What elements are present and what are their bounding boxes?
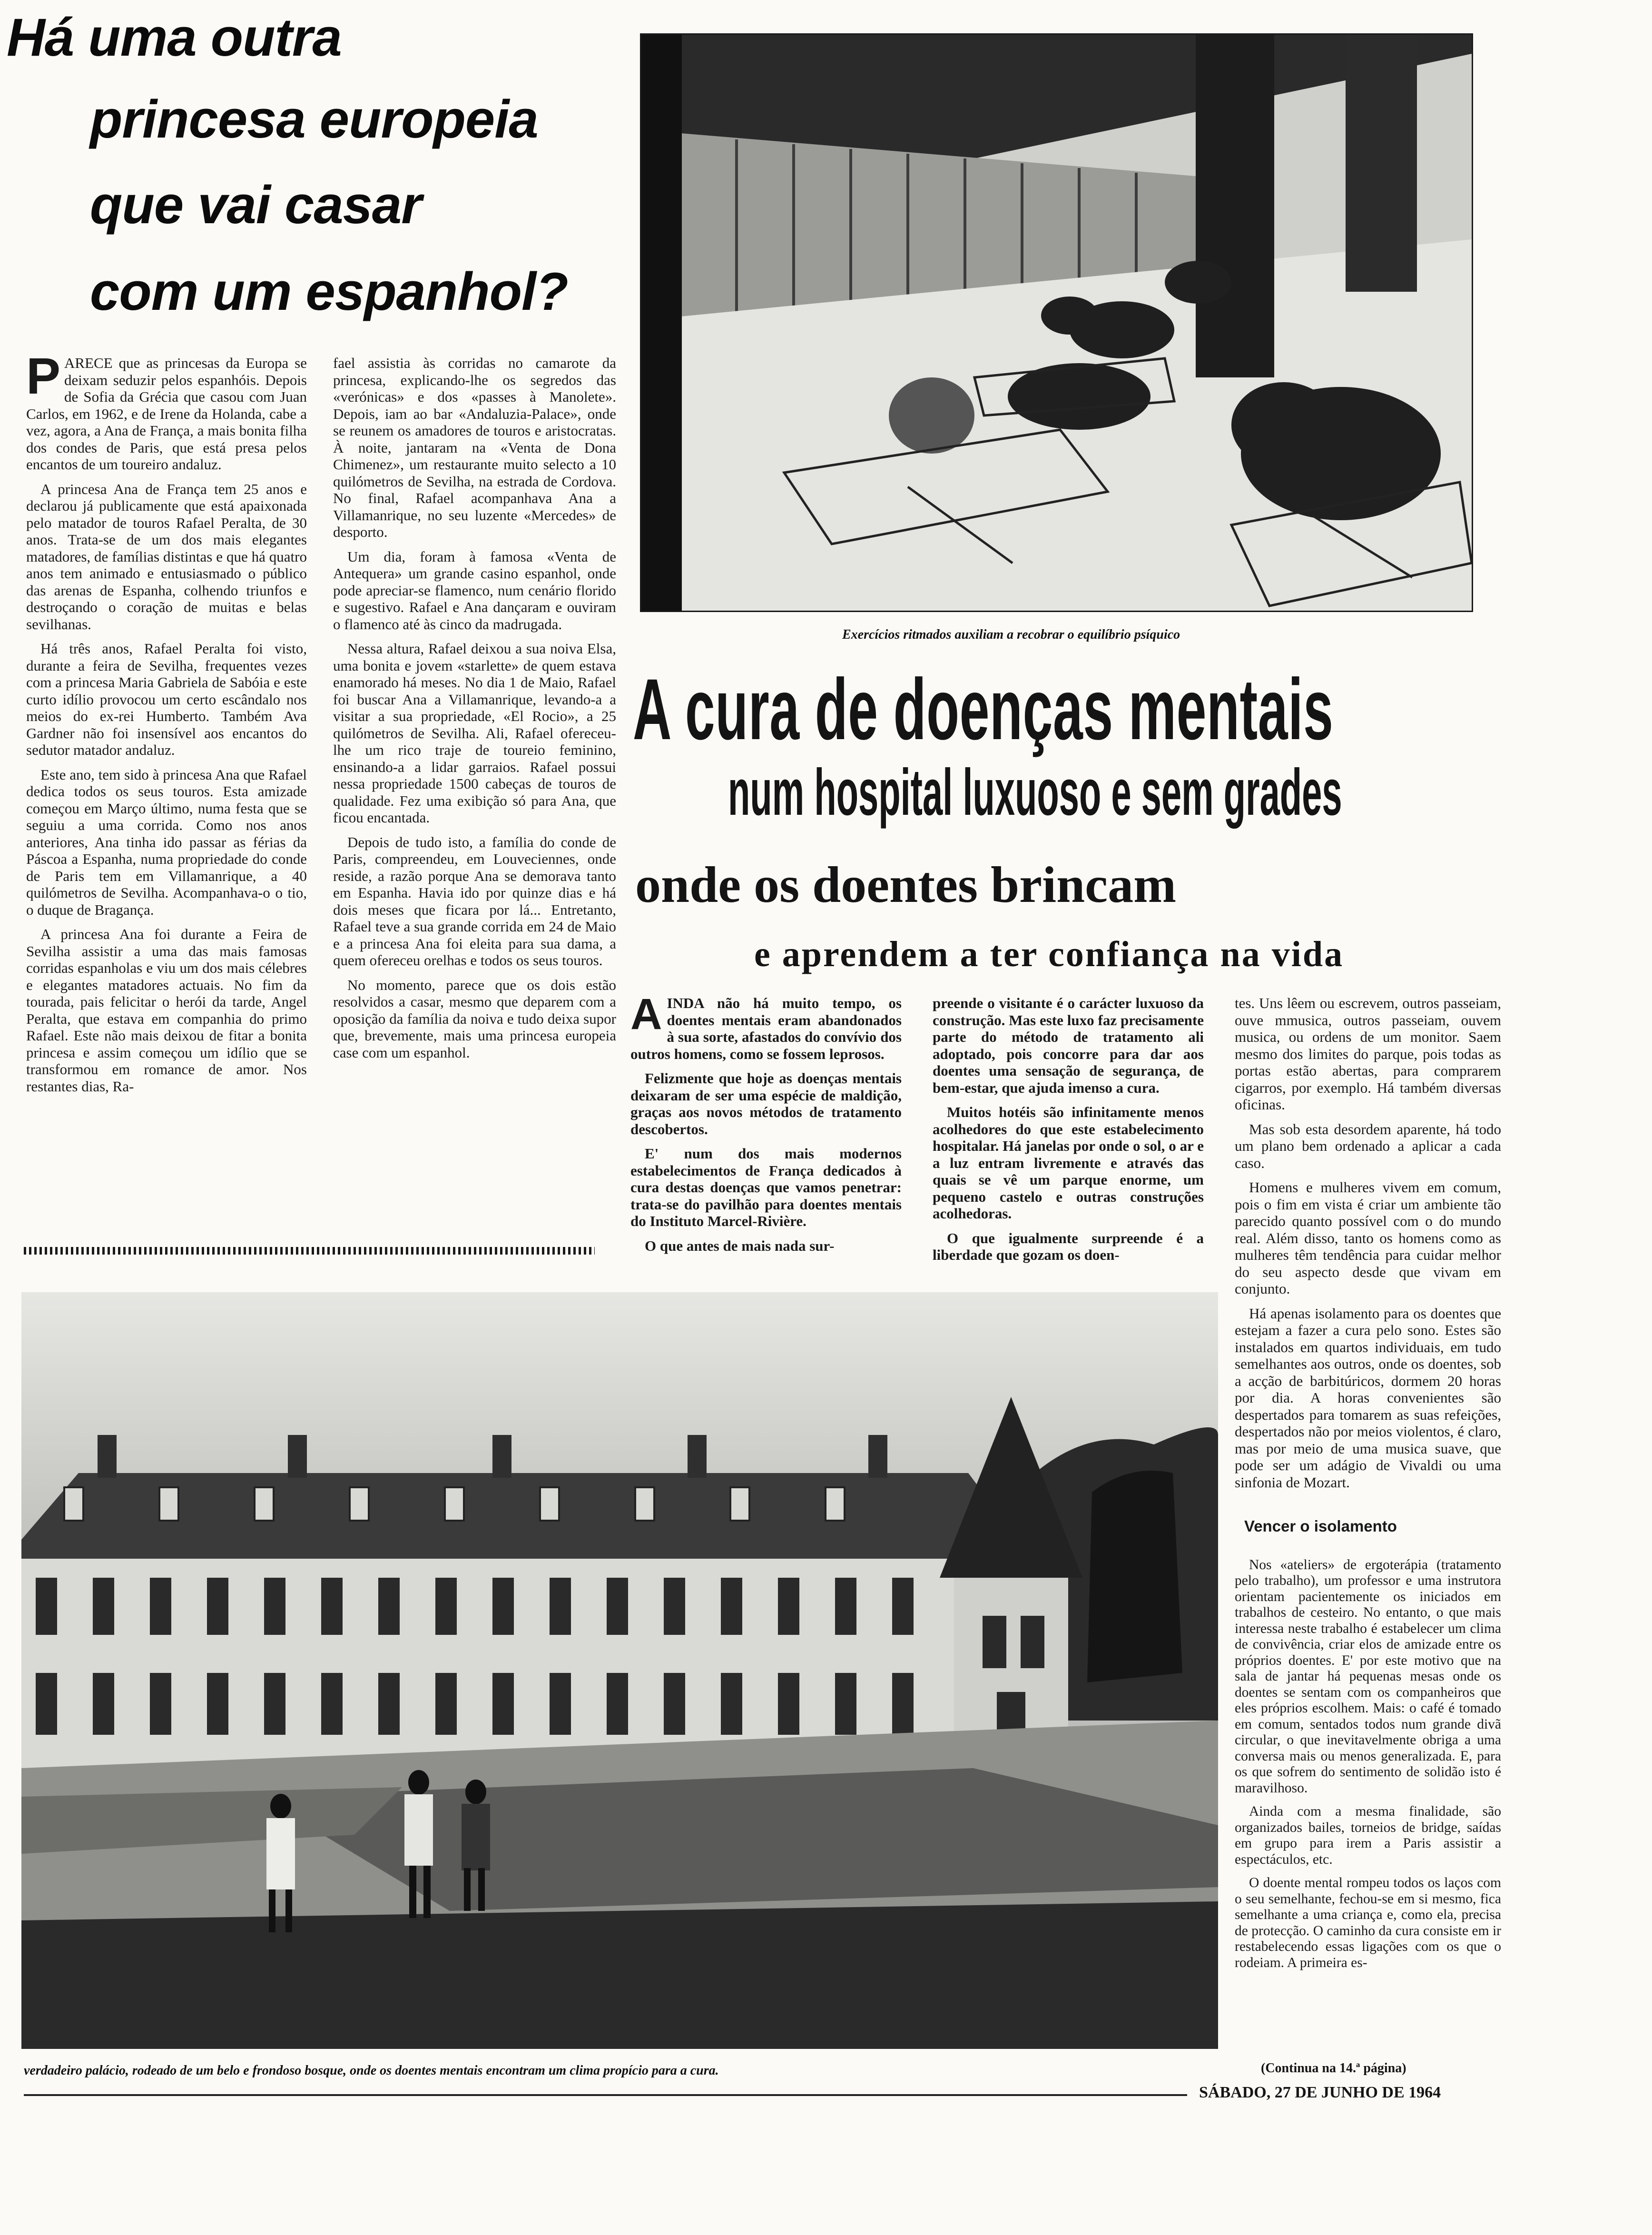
top-photo-caption: Exercícios ritmados auxiliam a recobrar o equilíbrio psíquico xyxy=(842,627,1180,642)
palace-photo xyxy=(21,1292,1218,2049)
left-col1-para-1-text: ARECE que as princesas da Europa se deixam seduzir pelos espanhóis. Depois de Sofia da Grécia que casou com Juan Carlos, em 1962, e de Irene da Holanda, cabe a vez, agora, a Ana de França, a mais bonita filha dos condes de Paris, que está presa pelos encantos de um toureiro andaluz. xyxy=(26,355,307,473)
footer-rule xyxy=(24,2094,1187,2096)
left-story-col-2 xyxy=(333,355,616,1061)
left-col2-para-3: Nessa altura, Rafael deixou a sua noiva Elsa, uma bonita e jovem «starlette» de quem estava enamorado há meses. No dia 1 de Maio, Rafael foi buscar Ana a Villamanrique, levando-a a visitar a sua propriedade, «El Rocio», a 25 quilómetros de Sevilha. Ali, Rafael ofereceu-lhe um rico traje de toureio feminino, ensinando-a a lidar garraios. Rafael possui nessa propriedade 1500 cabeças de touros de qualidade. Fez uma exibição só para Ana, que ficou encantada. xyxy=(333,640,616,826)
main-col3-para-1: tes. Uns lêem ou escrevem, outros passeiam, ouve mmusica, outros passeiam, ouvem musica, ou ordens de um monitor. Saem mesmo dos limites do parque, pois todas as portas estão abertas, para comprarem cigarros, por exemplo. Há também diversas oficinas. xyxy=(1235,995,1501,1113)
main-headline-1: A cura de doenças mentais xyxy=(633,661,1334,758)
left-col2-para-4: Depois de tudo isto, a família do conde de Paris, compreendeu, em Louveciennes, onde reside, a razão porque Ana se demorava tanto em Espanha. Havia ido por quinze dias e há dois meses que ficara por lá... Entretanto, Rafael teve a sua grande corrida em 24 de Maio e a princesa Ana foi eleita para sua dama, a quem ofereceu orelhas e todos os seus touros. xyxy=(333,833,616,969)
main-col1-para-4: O que antes de mais nada sur- xyxy=(645,1237,835,1254)
main-headline-2: num hospital luxuoso e sem grades xyxy=(728,756,1342,829)
main-col1-para-2: Felizmente que hoje as doenças mentais deixaram de ser uma espécie de maldição, graças aos novos métodos de tratamento descobertos. xyxy=(630,1070,902,1137)
main-col1-para-1 xyxy=(630,990,902,1062)
main-col3-after-para-3: O doente mental rompeu todos os laços com o seu semelhante, fechou-se em si mesmo, fica semelhante a uma criança e, como ela, precisa de protecção. O caminho da cura consiste em ir restabelecendo essas ligações com os que o rodeiam. A primeira es- xyxy=(1235,1875,1501,1970)
palace-photo-caption: verdadeiro palácio, rodeado de um belo e frondoso bosque, onde os doentes mentais encontram um clima propício para a cura. xyxy=(24,2063,719,2078)
left-headline-line-1: Há uma outra xyxy=(7,8,342,67)
main-col2-para-3: O que igualmente surpreende é a liberdade que gozam os doen- xyxy=(933,1229,1204,1263)
continued-note: (Continua na 14.ª página) xyxy=(1261,2061,1406,2076)
left-col2-para-1: fael assistia às corridas no camarote da princesa, explicando-lhe os segredos das «verónicas» e dos «passes à Manolete». Depois, iam ao bar «Andaluzia-Palace», onde se reunem os amadores de touros e aristocratas. À noite, jantaram na «Venta de Dona Chimenez», um restaurante muito selecto a 10 quilómetros de Sevilha, na estrada de Cordova. No final, Rafael acompanhava Ana a Villamanrique, no seu luzente «Mercedes» de desporto. xyxy=(333,355,616,540)
left-col1-para-2: A princesa Ana de França tem 25 anos e declarou já publicamente que está apaixonada pelo matador de touros Rafael Peralta, de 30 anos. Trata-se de um dos mais elegantes matadores, de famílias distintas e que há quatro anos tem animado e entusiasmado o público das arenas de Espanha, colhendo triunfos e destroçando o coração de muitas e belas sevilhanas. xyxy=(26,480,307,633)
left-headline-line-3: que vai casar xyxy=(90,175,422,235)
left-headline-line-2: princesa europeia xyxy=(90,89,538,149)
main-headline-3: onde os doentes brincam xyxy=(635,857,1177,913)
left-story-separator xyxy=(24,1247,595,1255)
exercise-photo xyxy=(640,33,1473,612)
left-col2-para-5: No momento, parece que os dois estão resolvidos a casar, mesmo que deparem com a oposição da família da noiva e tudo deixa supor que, brevemente, mais uma princesa europeia case com um espanhol. xyxy=(333,976,616,1061)
footer-date: SÁBADO, 27 DE JUNHO DE 1964 xyxy=(1199,2084,1441,2101)
main-col3-para-3: Homens e mulheres vivem em comum, pois o fim em vista é criar um ambiente tão parecido quanto possível com o do mundo real. Além disso, tanto os homens como as mulheres têm tendência para cuidar melhor do seu aspecto desde que vivam em conjunto. xyxy=(1235,1179,1501,1297)
main-story-col-3-continued xyxy=(1235,1518,1501,1971)
main-story-col-2 xyxy=(933,995,1204,1264)
drop-cap-a: A xyxy=(630,990,662,1038)
main-story-col-3 xyxy=(1235,995,1501,1491)
left-col1-para-4: Este ano, tem sido à princesa Ana que Rafael dedica todos os seus touros. Esta amizade começou em Março último, numa festa que se seguiu a uma corrida. Como nos anos anteriores, Ana tinha ido passar as férias da Páscoa a Espanha, numa propriedade do conde de Paris tem em Villamanrique, a 40 quilómetros de Sevilha. Acompanhava-o o tio, o duque de Bragança. xyxy=(26,766,307,918)
main-col1-para-1-text: INDA não há muito tempo, os doentes mentais eram abandonados à sua sorte, afastados do convívio dos outros homens, como se fossem leprosos. xyxy=(630,995,902,1062)
left-story-col-1 xyxy=(26,347,307,1095)
main-col3-after-para-1: Nos «ateliers» de ergoterápia (tratamento pelo trabalho), um professor e uma instrutora orientam pacientemente os iniciados em trabalhos de cesteiro. No entanto, o que mais interessa neste trabalho é estabelecer um clima de convivência, criar elos de amizade entre os próprios doentes. E' por este motivo que na sala de jantar há pequenas mesas onde os doentes se sentam com os companheiros que eles próprios escolhem. Mais: o café é tomado em comum, sentados todos num grande divã circular, o que inevitavelmente obriga a uma conversa mais ou menos generalizada. E, para os que sofrem do sentimento de solidão isto é maravilhoso. xyxy=(1235,1557,1501,1796)
main-col1-para-3: E' num dos mais modernos estabelecimentos de França dedicados à cura destas doenças que vamos penetrar: trata-se do pavilhão para doentes mentais do Instituto Marcel-Rivière. xyxy=(630,1145,902,1229)
left-headline-line-4: com um espanhol? xyxy=(90,262,568,321)
left-col1-para-1 xyxy=(26,347,307,473)
left-col2-para-2: Um dia, foram à famosa «Venta de Antequera» um grande casino espanhol, onde pode apreciar-se flamenco, num cenário florido e sugestivo. Rafael e Ana dançaram e ouviram o flamenco até às cinco da madrugada. xyxy=(333,548,616,633)
main-col3-para-4: Há apenas isolamento para os doentes que estejam a fazer a cura pelo sono. Estes são instalados em quartos individuais, em tudo semelhantes aos outros, onde os doentes, sob a acção de barbitúricos, dormem 20 horas por dia. A horas convenientes são despertados para tomarem as suas refeições, despertados não por meios violentos, é claro, mas por meio de uma musica suave, que pode ser um adágio de Vivaldi ou uma sinfonia de Mozart. xyxy=(1235,1305,1501,1491)
main-headline-4: e aprendem a ter confiança na vida xyxy=(754,934,1344,974)
main-col3-para-2: Mas sob esta desordem aparente, há todo um plano bem ordenado a aplicar a cada caso. xyxy=(1235,1120,1501,1171)
main-col2-para-2: Muitos hotéis são infinitamente menos acolhedores do que este estabelecimento hospitalar. Há janelas por onde o sol, o ar e a luz entram livremente e através das quais se vê um parque enorme, um pequeno castelo e outras construções acolhedoras. xyxy=(933,1104,1204,1222)
subhead-vencer-o-isolamento: Vencer o isolamento xyxy=(1244,1517,1397,1535)
main-story-col-1 xyxy=(630,990,902,1254)
palace-photo-image xyxy=(21,1292,1218,2049)
exercise-photo-image xyxy=(641,35,1472,611)
main-col3-after-para-2: Ainda com a mesma finalidade, são organizados bailes, torneios de bridge, saídas em grupo para irem a Paris assistir a espectáculos, etc. xyxy=(1235,1804,1501,1867)
left-headline xyxy=(7,7,625,323)
left-col1-para-5: A princesa Ana foi durante a Feira de Sevilha assistir a uma das mais famosas corridas espanholas e viu um dos mais célebres e elegantes matadores actuais. No fim da tourada, pais felicitar o herói da tarde, Angel Peralta, que estava em companhia do primo Rafael. Este não mais deixou de fitar a bonita princesa e assim começou um idílio que se transformou em romance de amor. Nos restantes dias, Ra- xyxy=(26,926,307,1095)
left-col1-para-3: Há três anos, Rafael Peralta foi visto, durante a feira de Sevilha, frequentes vezes com a princesa Maria Gabriela de Sabóia e este curto idílio provocou um certo escândalo nos meios do ex-rei Humberto. Também Ava Gardner não foi insensível aos encantos do sedutor matador andaluz. xyxy=(26,640,307,758)
drop-cap-p: P xyxy=(26,347,61,405)
main-col2-para-1: preende o visitante é o carácter luxuoso da construção. Mas este luxo faz precisamente parte do método de tratamento ali adoptado, pois concorre para dar aos doentes uma sensação de segurança, de bem-estar, que ajuda imenso a cura. xyxy=(933,995,1204,1096)
